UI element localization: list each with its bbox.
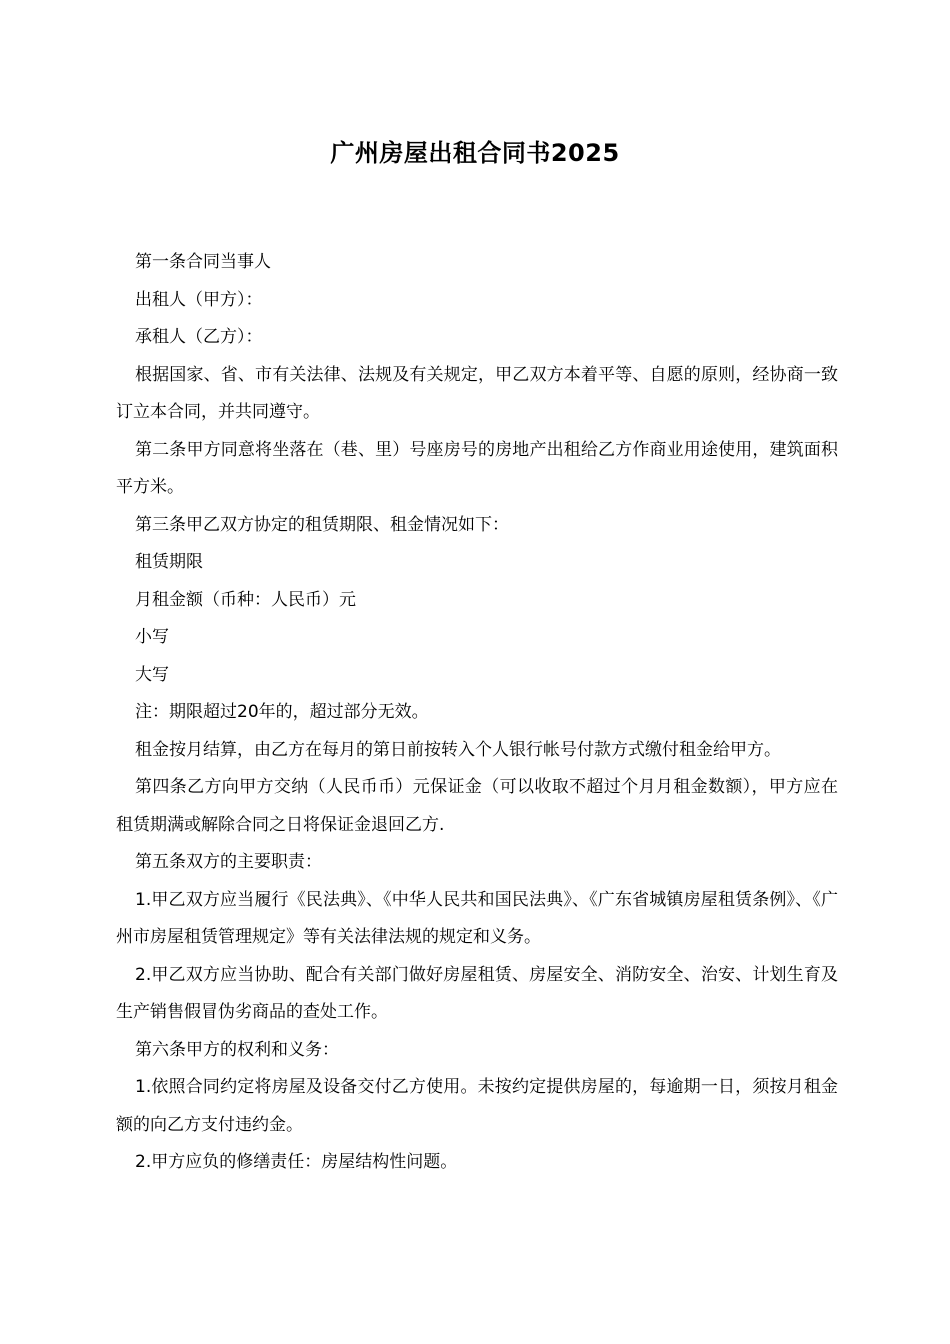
- paragraph-lessor: 出租人（甲方）：: [135, 289, 263, 310]
- paragraph-article-2: 第二条甲方同意将坐落在（巷、里）号座房号的房地产出租给乙方作商业用途使用，建筑面积平方米。: [116, 439, 838, 497]
- document-title: 广州房屋出租合同书2025: [330, 139, 620, 167]
- paragraph-article-3: 第三条甲乙双方协定的租赁期限、租金情况如下：: [135, 514, 509, 535]
- paragraph-lessor-right-2: 2.甲方应负的修缮责任：房屋结构性问题。: [135, 1152, 458, 1172]
- paragraph-article-1: 第一条合同当事人: [135, 252, 271, 272]
- paragraph-duty-1: 1.甲乙双方应当履行《民法典》、《中华人民共和国民法典》、《广东省城镇房屋租赁条例》、《广州市房屋租赁管理规定》等有关法律法规的规定和义务。: [116, 889, 838, 947]
- paragraph-amount-uppercase: 大写: [135, 664, 169, 685]
- paragraph-duty-2: 2.甲乙双方应当协助、配合有关部门做好房屋租赁、房屋安全、消防安全、治安、计划生育及生产销售假冒伪劣商品的查处工作。: [116, 964, 838, 1022]
- paragraph-article-4: 第四条乙方向甲方交纳（人民币币）元保证金（可以收取不超过个月月租金数额），甲方应在租赁期满或解除合同之日将保证金退回乙方.: [116, 777, 838, 835]
- paragraph-monthly-rent: 月租金额（币种：人民币）元: [135, 589, 356, 610]
- paragraph-lease-term: 租赁期限: [135, 552, 203, 572]
- paragraph-lessor-right-1: 1.依照合同约定将房屋及设备交付乙方使用。未按约定提供房屋的，每逾期一日，须按月租金额的向乙方支付违约金。: [116, 1077, 838, 1135]
- paragraph-article-5: 第五条双方的主要职责：: [135, 852, 322, 872]
- paragraph-article-6: 第六条甲方的权利和义务：: [135, 1039, 339, 1060]
- paragraph-basis: 根据国家、省、市有关法律、法规及有关规定，甲乙双方本着平等、自愿的原则，经协商一致订立本合同，并共同遵守。: [116, 364, 838, 422]
- paragraph-amount-lowercase: 小写: [135, 627, 169, 647]
- document-body: [116, 244, 838, 1182]
- paragraph-lessee: 承租人（乙方）：: [135, 327, 263, 347]
- paragraph-rent-settlement: 租金按月结算，由乙方在每月的第日前按转入个人银行帐号付款方式缴付租金给甲方。: [135, 739, 781, 760]
- paragraph-note: 注：期限超过20年的，超过部分无效。: [135, 702, 429, 722]
